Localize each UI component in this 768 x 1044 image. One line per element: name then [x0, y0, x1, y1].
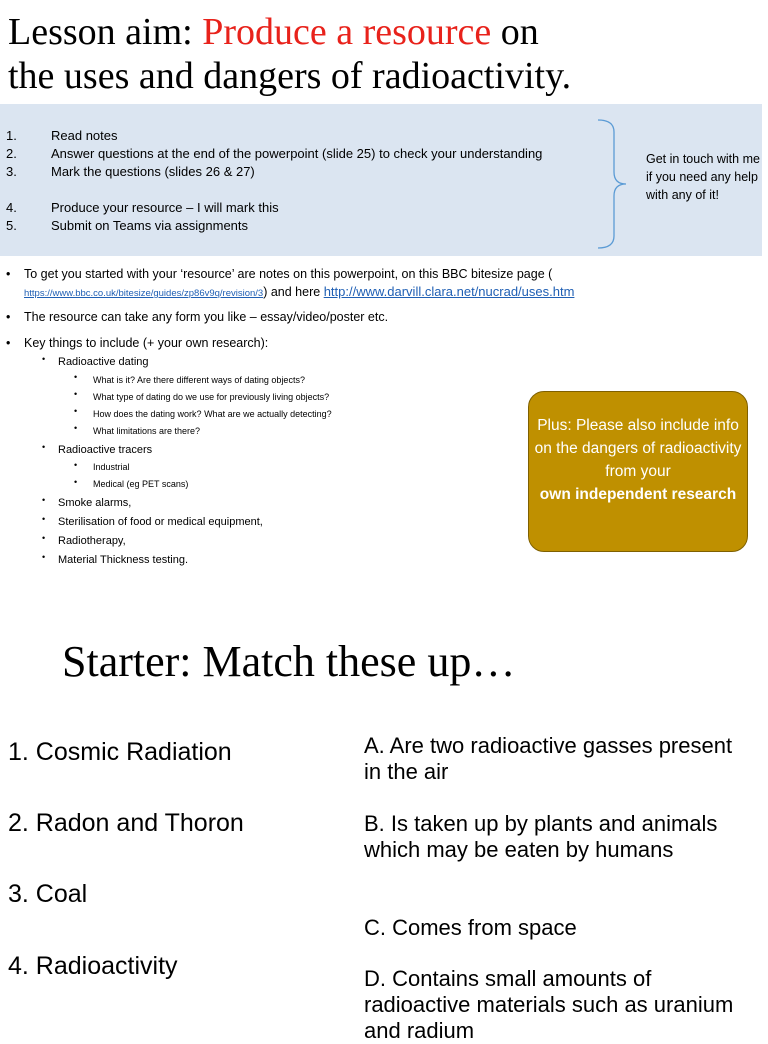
dating-question: What limitations are there? [93, 426, 201, 436]
curly-brace-icon [596, 118, 626, 250]
task-item: 4. Produce your resource – I will mark this [6, 200, 279, 215]
bullet-icon: • [6, 310, 11, 324]
tracer-item: Medical (eg PET scans) [93, 479, 189, 489]
tracer-item: Industrial [93, 462, 130, 472]
bullet-icon: • [42, 533, 46, 543]
bullet-icon: • [42, 552, 46, 562]
match-right-item: D. Contains small amounts of radioactive materials such as uranium and radium [364, 966, 734, 1043]
dating-question: What type of dating do we use for previously living objects? [93, 392, 330, 402]
topic-smoke: Smoke alarms, [58, 497, 132, 509]
starter-title: Starter: Match these up… [62, 637, 516, 686]
topic-tracers: Radioactive tracers [58, 444, 153, 456]
bullet-icon: • [42, 354, 46, 364]
plus-bold-text: own independent research [539, 486, 737, 503]
title-highlight: Produce a resource [202, 11, 492, 53]
topic-radiotherapy: Radiotherapy, [58, 535, 126, 547]
bullet-icon: • [42, 442, 46, 452]
title-line-2: the uses and dangers of radioactivity. [8, 55, 572, 97]
bullet-icon: • [74, 460, 78, 470]
topic-dating: Radioactive dating [58, 356, 149, 368]
darvill-link[interactable]: http://www.darvill.clara.net/nucrad/uses.htm [323, 284, 575, 299]
bullet-icon: • [74, 406, 78, 416]
bullet-icon: • [74, 477, 78, 487]
and-here-text: ) and here [263, 285, 324, 299]
task-item: 5. Submit on Teams via assignments [6, 218, 249, 233]
bullet-icon: • [74, 372, 78, 382]
bullet-icon: • [42, 495, 46, 505]
bullet-icon: • [42, 514, 46, 524]
match-right-item: A. Are two radioactive gasses present in the air [364, 733, 733, 784]
bullet-icon: • [74, 389, 78, 399]
title-suffix: on [491, 11, 539, 53]
key-things-text: Key things to include (+ your own research): [24, 336, 269, 350]
dating-question: What is it? Are there different ways of dating objects? [93, 375, 305, 385]
match-right-item: C. Comes from space [364, 915, 577, 940]
plus-text: Plus: Please also include info on the dangers of radioactivity from your [534, 417, 742, 480]
match-left-item: 4. Radioactivity [8, 952, 178, 980]
task-item: 2. Answer questions at the end of the powerpoint (slide 25) to check your understanding [6, 146, 543, 161]
match-right-item: B. Is taken up by plants and animals which may be eaten by humans [364, 811, 718, 862]
topic-thickness: Material Thickness testing. [58, 554, 189, 566]
plus-callout-box [528, 391, 748, 552]
any-form-text: The resource can take any form you like – essay/video/poster etc. [24, 310, 389, 324]
match-left-item: 2. Radon and Thoron [8, 809, 244, 837]
intro-text: To get you started with your ‘resource’ are notes on this powerpoint, on this BBC bitesize page ( [24, 267, 553, 281]
bbc-bitesize-link[interactable]: https://www.bbc.co.uk/bitesize/guides/zp86v9q/revision/3 [24, 288, 264, 299]
task-item: 1. Read notes [6, 128, 118, 143]
task-item: 3. Mark the questions (slides 26 & 27) [6, 164, 255, 179]
bullet-icon: • [6, 336, 11, 350]
title-prefix: Lesson aim: [8, 11, 203, 53]
bullet-icon: • [74, 423, 78, 433]
help-note: Get in touch with me if you need any help with any of it! [646, 152, 760, 202]
match-left-item: 3. Coal [8, 880, 88, 908]
bullet-icon: • [6, 267, 11, 281]
lesson-aim-title [8, 10, 758, 98]
topic-sterilisation: Sterilisation of food or medical equipment, [58, 516, 263, 528]
match-left-item: 1. Cosmic Radiation [8, 738, 232, 766]
dating-question: How does the dating work? What are we actually detecting? [93, 409, 332, 419]
